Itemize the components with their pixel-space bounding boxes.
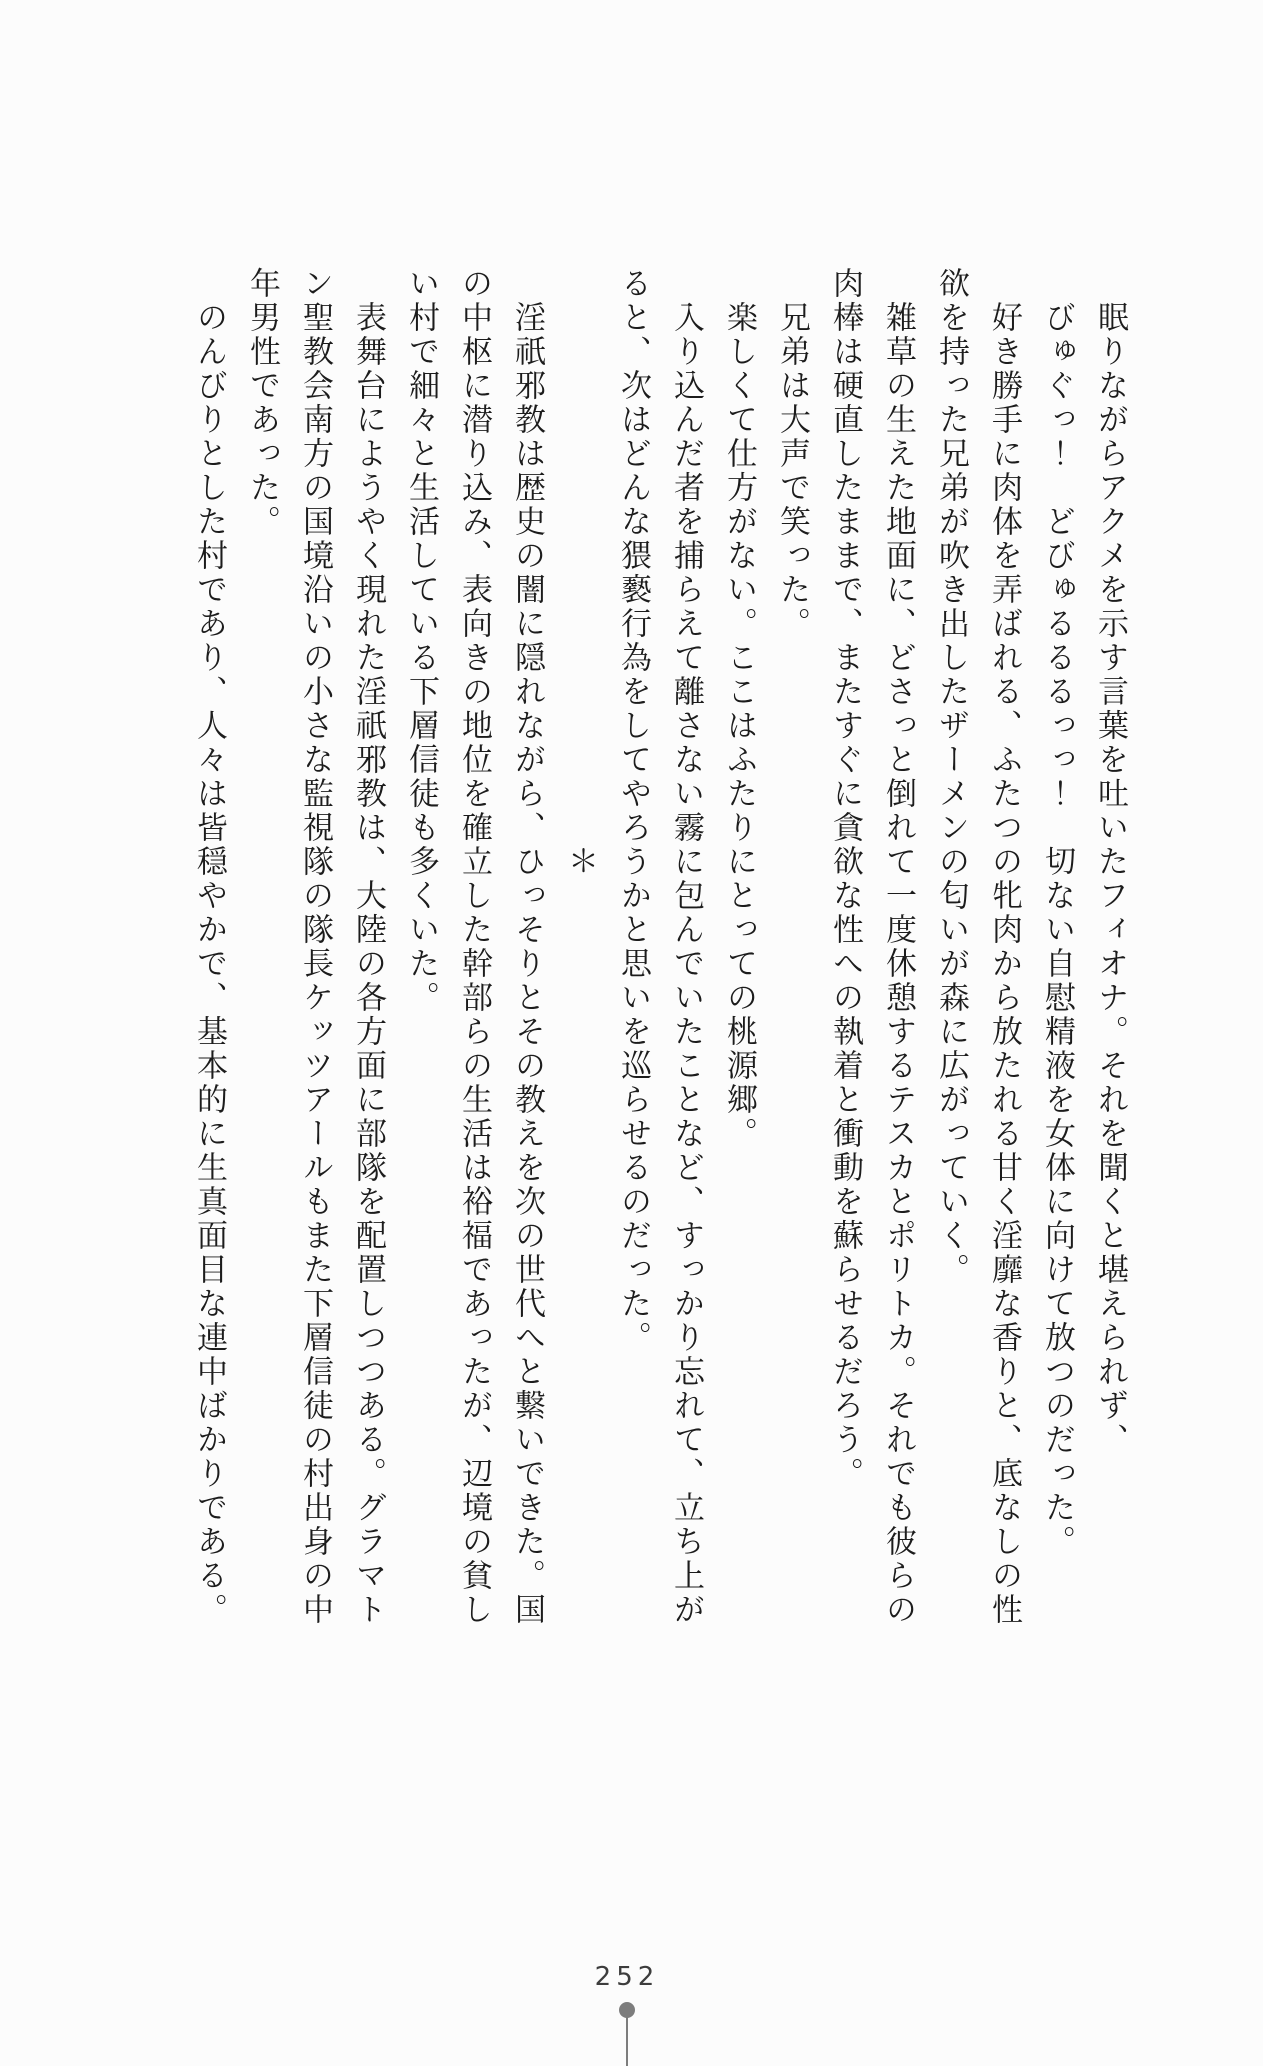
page-number: 252	[594, 1962, 660, 1992]
paragraph-8: 淫祇邪教は歴史の闇に隠れながら、ひっそりとその教えを次の世代へと繋いできた。国の中枢に潜り込み、表向きの地位を確立した幹部らの生活は裕福であったが、辺境の貧しい村で細々と生活している下層信徒も多くいた。	[403, 267, 545, 1627]
paragraph-3: 好き勝手に肉体を弄ばれる、ふたつの牝肉から放たれる甘く淫靡な香りと、底なしの性欲を持った兄弟が吹き出したザーメンの匂いが森に広がっていく。	[933, 267, 1022, 1627]
paragraph-10: のんびりとした村であり、人々は皆穏やかで、基本的に生真面目な連中ばかりである。	[191, 301, 227, 1627]
paragraph-6: 楽しくて仕方がない。ここはふたりにとっての桃源郷。	[721, 301, 757, 1151]
paragraph-4: 雑草の生えた地面に、どさっと倒れて一度休憩するテスカとポリトカ。それでも彼らの肉棒は硬直したままで、またすぐに貪欲な性への執着と衝動を蘇らせるだろう。	[827, 267, 916, 1627]
section-separator: ＊	[562, 845, 598, 879]
paragraph-9: 表舞台にようやく現れた淫祇邪教は、大陸の各方面に部隊を配置しつつある。グラマトン聖教会南方の国境沿いの小さな監視隊の隊長ケッツアールもまた下層信徒の村出身の中年男性であった。	[244, 267, 386, 1627]
paragraph-7: 入り込んだ者を捕らえて離さない霧に包んでいたことなど、すっかり忘れて、立ち上がると、次はどんな猥褻行為をしてやろうかと思いを巡らせるのだった。	[615, 267, 704, 1627]
novel-text-block	[182, 267, 1136, 1641]
paragraph-1: 眠りながらアクメを示す言葉を吐いたフィオナ。それを聞くと堪えられず、	[1092, 301, 1128, 1457]
paragraph-2: びゅぐっ！ どびゅるるるっっ！ 切ない自慰精液を女体に向けて放つのだった。	[1039, 301, 1075, 1559]
page-marker-line	[626, 2014, 628, 2066]
paragraph-5: 兄弟は大声で笑った。	[774, 301, 810, 641]
